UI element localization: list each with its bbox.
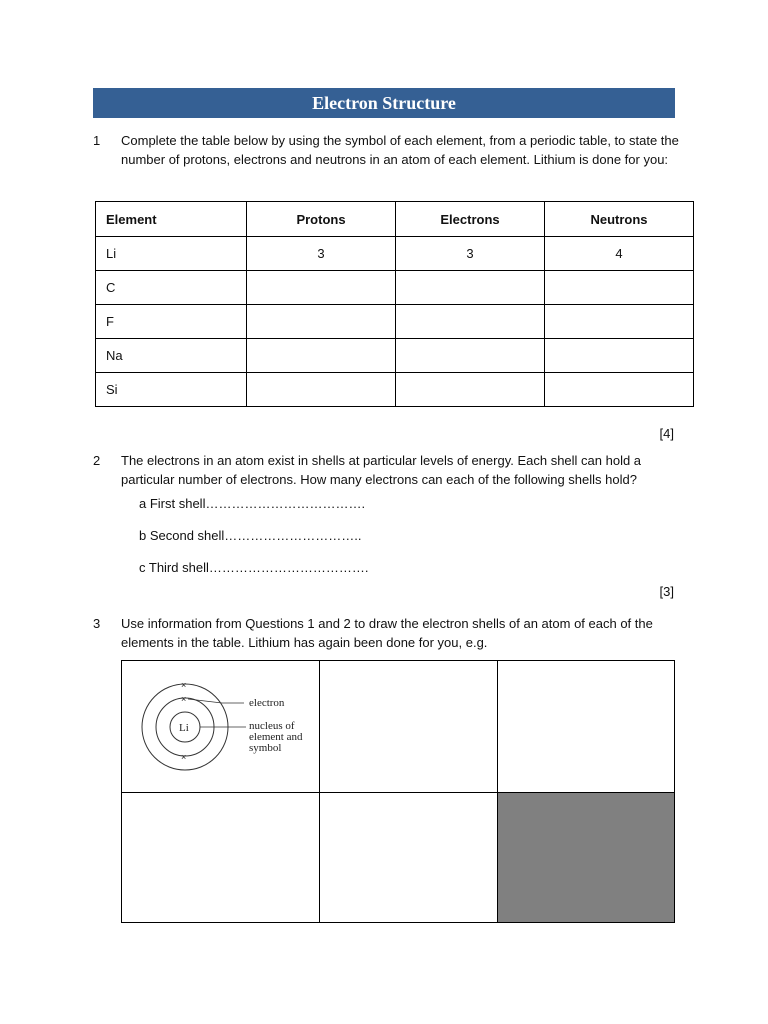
element-cell: F bbox=[96, 305, 247, 339]
table-row bbox=[96, 339, 694, 373]
answer-line-second-shell[interactable]: b Second shell………………………….. bbox=[139, 528, 362, 543]
electron-mark: × bbox=[181, 680, 187, 690]
protons-cell[interactable] bbox=[247, 373, 396, 407]
neutrons-cell[interactable]: 4 bbox=[545, 237, 694, 271]
protons-cell[interactable] bbox=[247, 271, 396, 305]
column-header: Protons bbox=[247, 202, 396, 237]
column-header: Electrons bbox=[396, 202, 545, 237]
nucleus-label-line: symbol bbox=[249, 742, 282, 754]
neutrons-cell[interactable] bbox=[545, 305, 694, 339]
neutrons-cell[interactable] bbox=[545, 271, 694, 305]
nucleus-label-line: element and bbox=[249, 731, 303, 743]
lithium-shell-diagram bbox=[122, 661, 320, 792]
drawing-cell[interactable] bbox=[320, 661, 498, 793]
neutrons-cell[interactable] bbox=[545, 339, 694, 373]
protons-cell[interactable] bbox=[247, 339, 396, 373]
element-cell: Li bbox=[96, 237, 247, 271]
electrons-cell[interactable] bbox=[396, 373, 545, 407]
question-number: 1 bbox=[93, 133, 101, 148]
element-cell: Si bbox=[96, 373, 247, 407]
nucleus-label-line: nucleus of bbox=[249, 720, 295, 732]
electron-mark: × bbox=[181, 694, 187, 704]
drawing-cell[interactable] bbox=[498, 661, 674, 793]
answer-line-third-shell[interactable]: c Third shell………………………………. bbox=[139, 560, 369, 575]
question-text: Complete the table below by using the symbol of each element, from a periodic table, to state the number of protons, electrons and neutrons in an atom of each element. Lithium is done for you: bbox=[121, 133, 679, 167]
electrons-cell[interactable]: 3 bbox=[396, 237, 545, 271]
answer-line-first-shell[interactable]: a First shell………………………………. bbox=[139, 496, 366, 511]
electron-mark: × bbox=[181, 752, 187, 762]
drawing-cell[interactable] bbox=[320, 793, 498, 922]
marks-label: [3] bbox=[659, 584, 674, 599]
electron-pointer bbox=[188, 699, 222, 703]
table-header-row bbox=[96, 202, 694, 237]
electrons-cell[interactable] bbox=[396, 271, 545, 305]
table-row bbox=[96, 271, 694, 305]
electrons-cell[interactable] bbox=[396, 339, 545, 373]
shaded-cell bbox=[498, 793, 674, 922]
question-number: 2 bbox=[93, 453, 101, 468]
element-cell: Na bbox=[96, 339, 247, 373]
column-header: Neutrons bbox=[545, 202, 694, 237]
marks-label: [4] bbox=[659, 426, 674, 441]
table-row bbox=[96, 373, 694, 407]
question-number: 3 bbox=[93, 616, 101, 631]
page-title-text: Electron Structure bbox=[312, 92, 456, 113]
question-text: Use information from Questions 1 and 2 to draw the electron shells of an atom of each of the elements in the table. Lithium has again been done for you, e.g. bbox=[121, 616, 653, 650]
protons-cell[interactable]: 3 bbox=[247, 237, 396, 271]
table-row bbox=[96, 237, 694, 271]
example-cell bbox=[122, 661, 320, 793]
protons-cell[interactable] bbox=[247, 305, 396, 339]
table-row bbox=[96, 305, 694, 339]
drawing-grid bbox=[121, 660, 675, 923]
page-title bbox=[93, 88, 675, 118]
question-text: The electrons in an atom exist in shells at particular levels of energy. Each shell can hold a particular number of electrons. How many electrons can each of the following shells hold? bbox=[121, 453, 642, 487]
column-header: Element bbox=[96, 202, 247, 237]
neutrons-cell[interactable] bbox=[545, 373, 694, 407]
nucleus-symbol: Li bbox=[179, 722, 189, 734]
drawing-cell[interactable] bbox=[122, 793, 320, 922]
element-cell: C bbox=[96, 271, 247, 305]
electrons-cell[interactable] bbox=[396, 305, 545, 339]
electron-label: electron bbox=[249, 697, 285, 709]
element-table bbox=[95, 201, 694, 407]
